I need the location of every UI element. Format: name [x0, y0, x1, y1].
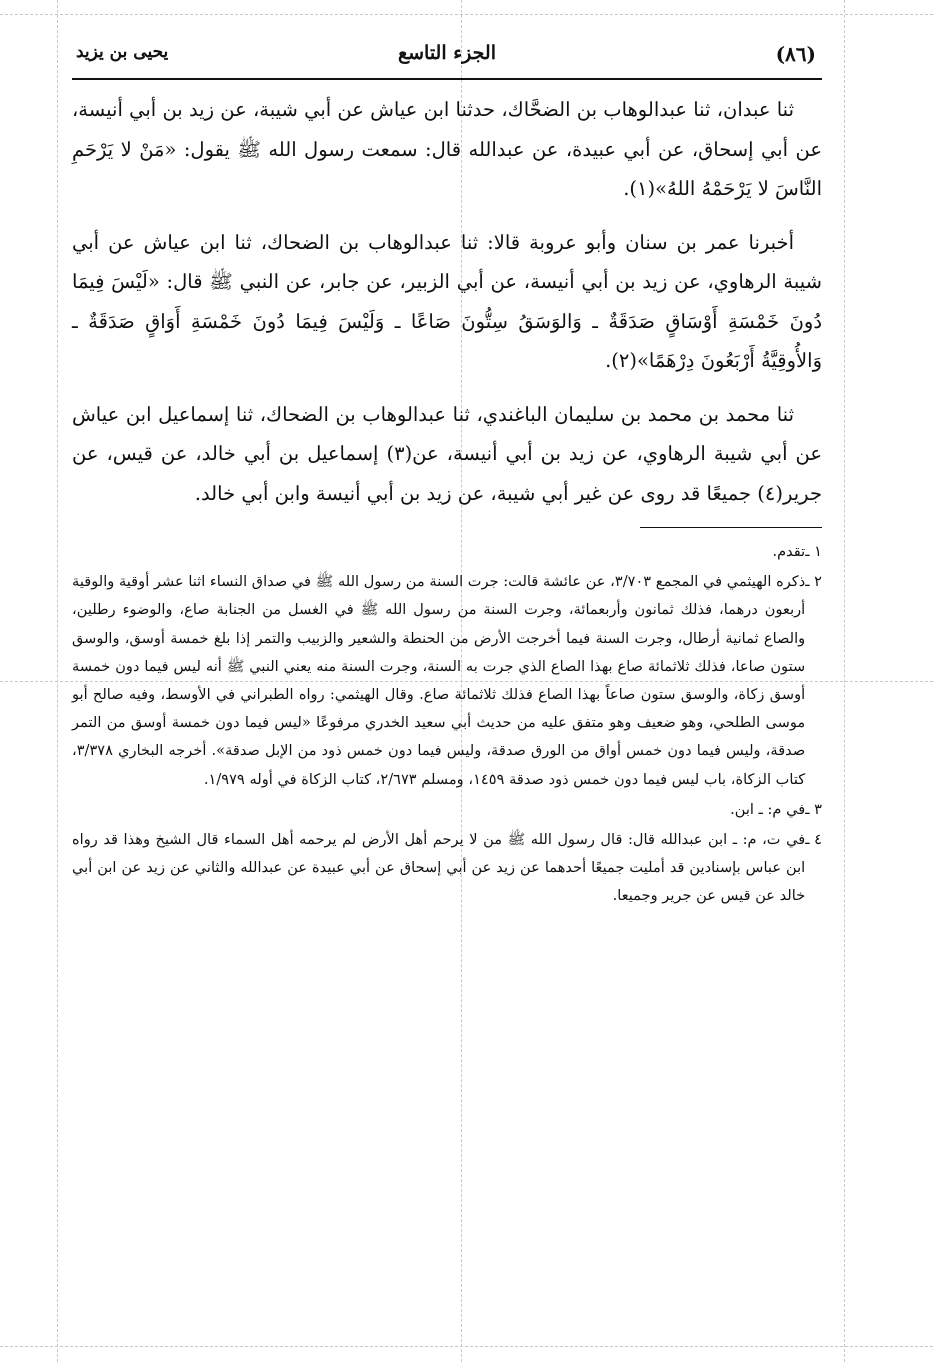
footnotes	[72, 538, 822, 911]
book-page	[72, 30, 822, 1350]
footnote-text: ذكره الهيثمي في المجمع ٣/٧٠٣، عن عائشة قالت: جرت السنة من رسول الله ﷺ في صداق النساء اثنا عشر أوقية والوقية أربعون درهما، فذلك ثمانون وأربعمائة، وجرت السنة من رسول الله ﷺ في الغسل من الجنابة صاع، والوضوء رطلين، والصاع ثمانية أرطال، وجرت السنة فيما أخرجت الأرض من الحنطة والشعير والزبيب والتمر إذا بلغ خمسة أوسق، والوسق ستون صاعا، فذلك ثلاثمائة صاع بهذا الصاع الذي جرت به السنة، وجرت السنة منه يعني النبي ﷺ أنه ليس فيما دون خمسة أوسق زكاة، والوسق ستون صاعاً بهذا الصاع فذلك ثلاثمائة صاع. وقال الهيثمي: رواه الطبراني في الأوسط، وفيه صالح أبو موسى الطلحي، وهو ضعيف وهو متفق عليه من حديث أبي سعيد الخدري مرفوعًا «ليس فيما دون خمسة أوسق من التمر صدقة، وليس فيما دون خمس أواق من الورق صدقة، وليس فيما دون خمس ذود من الإبل صدقة». أخرجه البخاري ٣/٣٧٨، كتاب الزكاة، باب ليس فيما دون خمس ذود صدقة ١٤٥٩، ومسلم ٢/٦٧٣، كتاب الزكاة في أوله ١/٩٧٩.	[72, 573, 806, 788]
hadith-paragraph: ثنا عبدان، ثنا عبدالوهاب بن الضحَّاك، حدثنا ابن عياش عن أبي شيبة، عن زيد بن أبي أنيسة، عن أبي إسحاق، عن أبي عبيدة، عن عبدالله قال: سمعت رسول الله ﷺ يقول: «مَنْ لا يَرْحَمِ النَّاسَ لا يَرْحَمْهُ اللهُ»(١).	[72, 98, 822, 200]
footnote-number: ٢ ـ	[805, 573, 822, 591]
narrator-name: يحيى بن يزيد	[76, 42, 169, 62]
footnote-number: ٣ ـ	[805, 800, 822, 818]
hadith-paragraph: ثنا محمد بن محمد بن سليمان الباغندي، ثنا عبدالوهاب بن الضحاك، ثنا إسماعيل ابن عياش عن أبي شيبة الرهاوي، عن زيد بن أبي أنيسة، عن(٣) إسماعيل بن أبي خالد، عن قيس، عن جرير(٤) جميعًا قد روى عن غير أبي شيبة، عن زيد بن أبي أنيسة وابن أبي خالد.	[72, 402, 822, 505]
guide-line	[0, 14, 933, 15]
footnote	[72, 568, 822, 794]
main-text	[72, 90, 822, 513]
footnote-separator	[640, 527, 822, 528]
footnote-text: في ت، م: ـ ابن عبدالله قال: قال رسول الله ﷺ من لا يرحم أهل الأرض لم يرحمه أهل السماء قال الشيخ وهذا قد رواه ابن عباس بإسنادين قد أمليت جميعًا أحدهما عن زيد عن أبي إسحاق عن أبي عبيدة عن عبدالله والثاني عن زيد عن ابن أبي خالد عن قيس عن جرير وجميعا.	[72, 831, 806, 905]
footnote	[72, 826, 822, 911]
footnote	[72, 796, 822, 824]
footnote	[72, 538, 822, 566]
footnote-text: تقدم.	[772, 543, 806, 560]
running-header	[72, 30, 822, 80]
footnote-text: في م: ـ ابن.	[730, 800, 806, 818]
footnote-number: ٤ ـ	[805, 831, 822, 849]
page-number: (٨٦)	[775, 42, 816, 66]
hadith-paragraph: أخبرنا عمر بن سنان وأبو عروبة قالا: ثنا عبدالوهاب بن الضحاك، ثنا ابن عياش عن أبي شيبة الرهاوي، عن زيد بن أبي أنيسة، عن أبي الزبير، عن جابر، عن النبي ﷺ قال: «لَيْسَ فِيمَا دُونَ خَمْسَةِ أَوْسَاقٍ صَدَقَةٌ ـ وَالوَسَقُ سِتُّونَ صَاعًا ـ وَلَيْسَ فِيمَا دُونَ خَمْسَةِ أَوَاقٍ صَدَقَةٌ ـ وَالأُوقِيَّةُ أَرْبَعُونَ دِرْهَمًا»(٢).	[72, 230, 822, 372]
footnote-number: ١ ـ	[805, 543, 822, 560]
part-title: الجزء التاسع	[398, 42, 496, 64]
